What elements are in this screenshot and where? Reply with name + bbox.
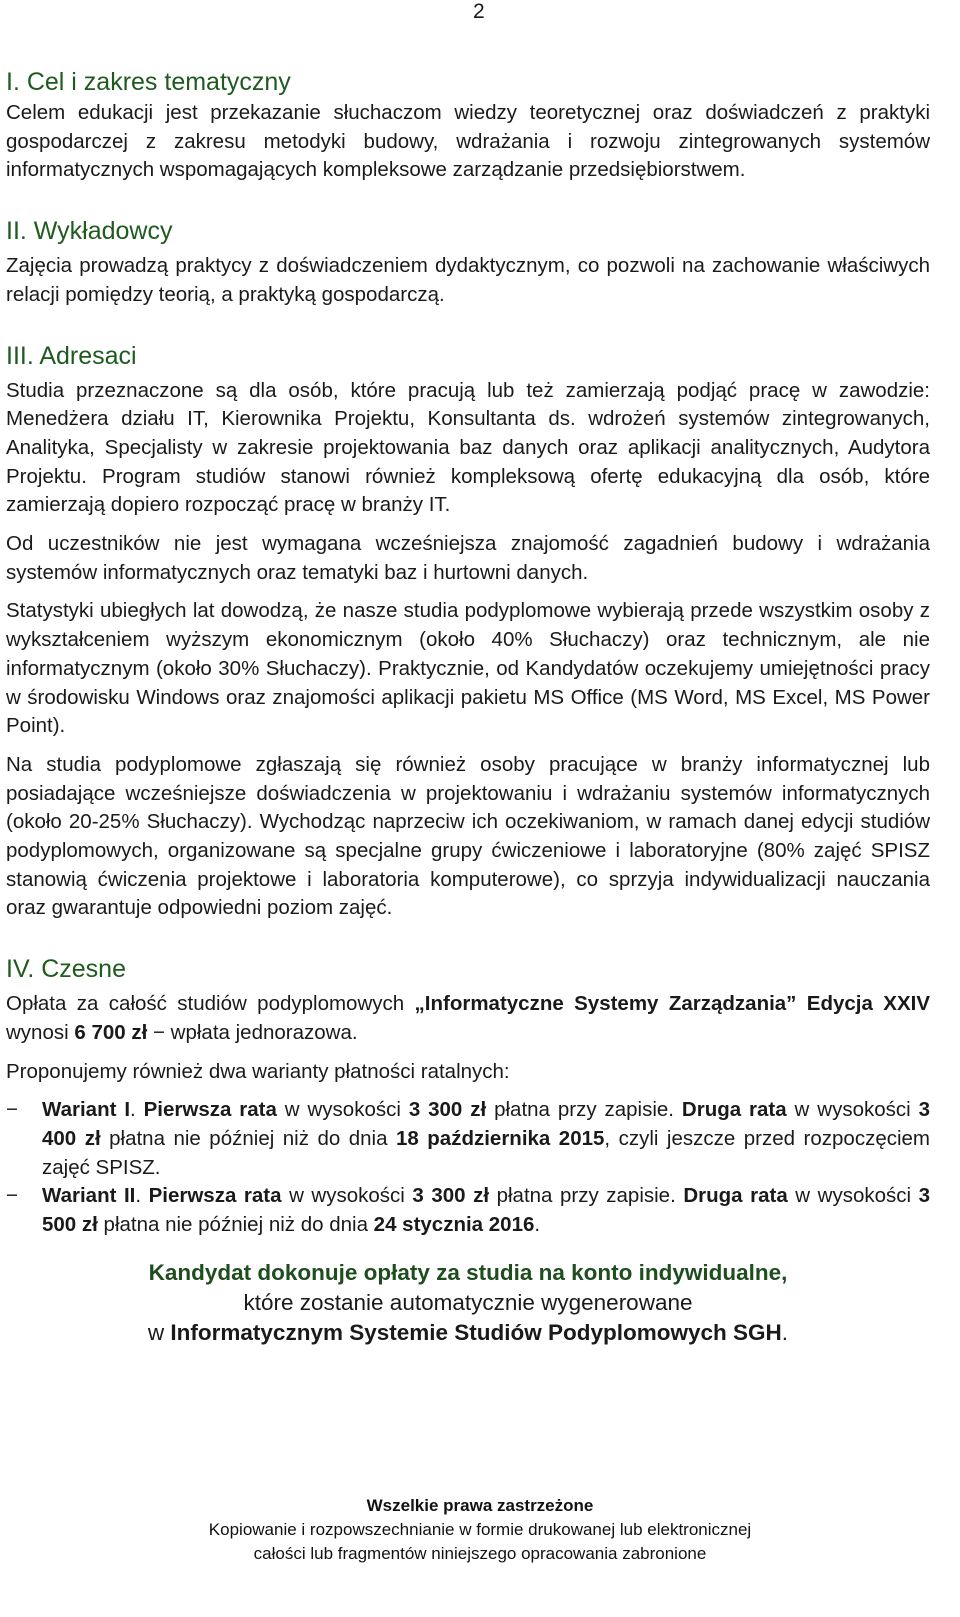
fee-amount: 6 700 zł <box>74 1020 148 1044</box>
first-installment-label: Pierwsza rata <box>143 1098 277 1122</box>
text: . <box>130 1098 144 1122</box>
text: w wysokości <box>281 1184 413 1208</box>
installments-intro: Proponujemy również dwa warianty płatności ratalnych: <box>6 1059 510 1083</box>
first-installment-amount: 3 300 zł <box>412 1184 490 1208</box>
footer-copy-line-1: Kopiowanie i rozpowszechnianie w formie drukowanej lub elektronicznej <box>208 1520 752 1539</box>
section-heading-audience: III. Adresaci <box>6 341 137 370</box>
dash-bullet-icon: − <box>6 1184 18 1208</box>
installment-deadline: 18 października 2015 <box>395 1126 605 1150</box>
text: w wysokości <box>787 1184 919 1208</box>
notice-line-2: które zostanie automatycznie wygenerowane <box>243 1289 693 1315</box>
audience-paragraph-2: Od uczestników nie jest wymagana wcześniejsza znajomość zagadnień budowy i wdrażania systemów informatycznych oraz tematyki baz i hurtowni danych. <box>6 532 930 584</box>
text: , czyli jeszcze przed rozpoczęciem zajęć SPISZ. <box>42 1126 930 1179</box>
installment-variants-list <box>6 1096 930 1240</box>
second-installment-amount: 3 400 zł <box>42 1098 930 1150</box>
copyright-footer <box>0 1494 960 1566</box>
text: w <box>147 1319 171 1345</box>
page-number: 2 <box>473 0 485 23</box>
second-installment-label: Druga rata <box>681 1098 787 1122</box>
notice-line-3 <box>6 1318 930 1348</box>
text: płatna nie później niż do dnia <box>97 1213 374 1237</box>
document-body <box>6 66 930 1348</box>
first-installment-amount: 3 300 zł <box>408 1098 487 1122</box>
audience-paragraph-1: Studia przeznaczone są dla osób, które pracują lub też zamierzają podjąć pracę w zawodzie: Menedżera działu IT, Kierownika Projektu, Konsultanta ds. wdrożeń systemów zintegrowanych, Analityka, Specjalisty w zakresie projektowania baz danych oraz aplikacji analitycznych, Audytora Projektu. Program studiów stanowi również kompleksową ofertę edukacyjną dla osób, które zamierzają dopiero rozpocząć pracę w branży IT. <box>6 378 930 517</box>
section-goals-text: Celem edukacji jest przekazanie słuchaczom wiedzy teoretycznej oraz doświadczeń z praktyki gospodarczej z zakresu metodyki budowy, wdrażania i rozwoju zintegrowanych systemów informatycznych wspomagających kompleksowe zarządzanie przedsiębiorstwem. <box>6 101 930 182</box>
text: płatna przy zapisie. <box>489 1184 684 1208</box>
section-lecturers-text: Zajęcia prowadzą praktycy z doświadczeniem dydaktycznym, co pozwoli na zachowanie właściwych relacji pomiędzy teorią, a praktyką gospodarczą. <box>6 254 930 306</box>
footer-rights: Wszelkie prawa zastrzeżone <box>366 1496 594 1515</box>
installment-variant-2 <box>6 1182 930 1239</box>
tuition-fee-text <box>6 990 930 1047</box>
section-heading-goals: I. Cel i zakres tematyczny <box>6 68 291 96</box>
fee-prefix: Opłata za całość studiów podyplomowych <box>6 992 415 1016</box>
footer-copy-line-2: całości lub fragmentów niniejszego opracowania zabronione <box>253 1544 707 1563</box>
text: . <box>781 1319 789 1345</box>
text: . <box>135 1184 149 1208</box>
first-installment-label: Pierwsza rata <box>148 1184 282 1208</box>
payment-notice <box>6 1258 930 1348</box>
second-installment-amount: 3 500 zł <box>42 1184 931 1237</box>
installment-variant-1 <box>6 1096 930 1182</box>
section-heading-tuition: IV. Czesne <box>6 955 126 984</box>
fee-mid: wynosi <box>6 1020 75 1044</box>
audience-paragraph-3: Statystyki ubiegłych lat dowodzą, że nasze studia podyplomowe wybierają przede wszystkim osoby z wykształceniem wyższym ekonomicznym (około 40% Słuchaczy) oraz technicznym, ale nie informatycznym (około 30% Słuchaczy). Praktycznie, od Kandydatów oczekujemy umiejętności pracy w środowisku Windows oraz znajomości aplikacji pakietu MS Office (MS Word, MS Excel, MS Power Point). <box>6 599 930 738</box>
fee-program-name: „Informatyczne Systemy Zarządzania” Edycja XXIV <box>414 992 930 1016</box>
installment-deadline: 24 stycznia 2016 <box>373 1213 535 1237</box>
text: płatna nie później niż do dnia <box>100 1126 396 1150</box>
text: w wysokości <box>276 1098 409 1122</box>
dash-bullet-icon: − <box>6 1098 18 1122</box>
second-installment-label: Druga rata <box>683 1184 788 1208</box>
variant-name: Wariant I <box>42 1098 131 1122</box>
text: w wysokości <box>786 1098 919 1122</box>
section-heading-lecturers: II. Wykładowcy <box>6 217 173 246</box>
fee-suffix: − wpłata jednorazowa. <box>147 1020 358 1044</box>
text: . <box>534 1213 541 1237</box>
text: płatna przy zapisie. <box>486 1098 682 1122</box>
notice-line-1: Kandydat dokonuje opłaty za studia na konto indywidualne, <box>148 1259 788 1285</box>
notice-system-name: Informatycznym Systemie Studiów Podyplomowych SGH <box>170 1319 782 1345</box>
audience-paragraph-4: Na studia podyplomowe zgłaszają się również osoby pracujące w branży informatycznej lub posiadające wcześniejsze doświadczenia w projektowaniu i wdrażaniu systemów informatycznych (około 20-25% Słuchaczy). Wychodząc naprzeciw ich oczekiwaniom, w ramach danej edycji studiów podyplomowych, organizowane są specjalne grupy ćwiczeniowe i laboratoryjne (80% zajęć SPISZ stanowią ćwiczenia projektowe i laboratoria komputerowe), co sprzyja indywidualizacji nauczania oraz gwarantuje odpowiedni poziom zajęć. <box>6 752 930 920</box>
variant-name: Wariant II <box>42 1184 136 1208</box>
